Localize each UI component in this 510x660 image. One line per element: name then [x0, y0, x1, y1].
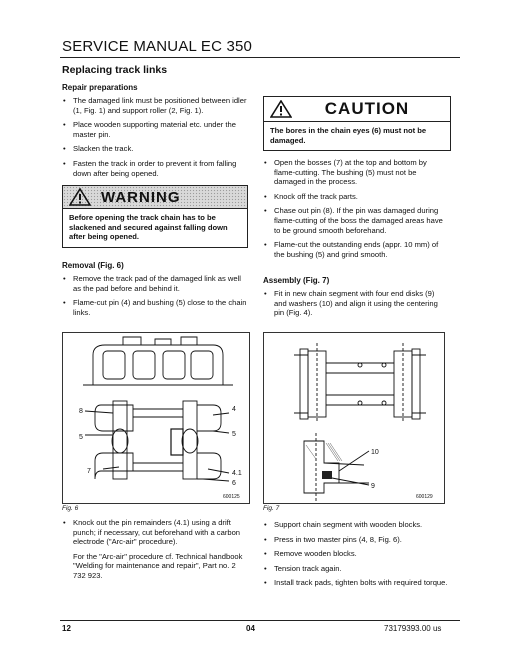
- caution-banner: [264, 97, 450, 122]
- figure-code: 600129: [416, 494, 433, 500]
- list-item: • Remove wooden blocks.: [263, 549, 449, 559]
- assembly-list: [263, 289, 449, 323]
- repair-preparations-heading: Repair preparations: [62, 83, 138, 92]
- track-link-drawing: [63, 333, 249, 503]
- list-item: • Chase out pin (8). If the pin was damaged during flame-cutting of the boss the damaged areas have to be ground smooth beforehand.: [263, 206, 449, 235]
- warning-banner: [63, 186, 247, 209]
- callout-4-1: 4.1: [232, 470, 242, 477]
- callout-6: 6: [232, 480, 236, 487]
- list-item: • Slacken the track.: [62, 144, 248, 154]
- figure-7-caption: Fig. 7: [263, 505, 280, 512]
- list-item: • Flame-cut pin (4) and bushing (5) close to the chain links.: [62, 298, 248, 317]
- list-item: • Open the bosses (7) at the top and bottom by flame-cutting. The bushing (5) must not be damaged in the process.: [263, 158, 449, 187]
- chain-segment-drawing: [264, 333, 444, 503]
- list-item: • Flame-cut the outstanding ends (appr. 10 mm) of the bushing (5) and grind smooth.: [263, 240, 449, 259]
- callout-10: 10: [371, 449, 379, 456]
- page-number: 12: [62, 624, 71, 633]
- callout-4: 4: [232, 406, 236, 413]
- document-number: 73179393.00 us: [384, 624, 442, 633]
- list-item: • Remove the track pad of the damaged link as well as the pad before and behind it.: [62, 274, 248, 293]
- warning-box: [62, 185, 248, 248]
- list-item: • Place wooden supporting material etc. under the master pin.: [62, 120, 248, 139]
- callout-5-left: 5: [79, 434, 83, 441]
- pin-removal-text: [62, 518, 248, 586]
- section-title: Replacing track links: [62, 64, 168, 76]
- figure-6: [62, 332, 250, 504]
- final-steps: [263, 520, 449, 593]
- caution-label: CAUTION: [324, 99, 410, 118]
- list-item: • Fit in new chain segment with four end disks (9) and washers (10) and align it using the centering pin (Fig. 4).: [263, 289, 449, 318]
- warning-triangle-icon: [69, 188, 91, 206]
- list-item: • Install track pads, tighten bolts with required torque.: [263, 578, 449, 588]
- warning-label: WARNING: [101, 188, 181, 206]
- list-item: • Fasten the track in order to prevent it from falling down after being opened.: [62, 159, 248, 178]
- chapter-number: 04: [246, 624, 255, 633]
- arc-air-note: For the "Arc-air" procedure cf. Technical handbook "Welding for maintenance and repair", Part no. 2 732 923.: [73, 551, 243, 580]
- list-item: • Knock off the track parts.: [263, 192, 449, 202]
- caution-text: The bores in the chain eyes (6) must not be damaged.: [270, 126, 427, 145]
- prep-list: [62, 96, 248, 183]
- list-item: • The damaged link must be positioned between idler (1, Fig. 1) and support roller (2, Fig. 1).: [62, 96, 248, 115]
- callout-5-right: 5: [232, 431, 236, 438]
- callout-7: 7: [87, 468, 91, 475]
- list-item: • Support chain segment with wooden blocks.: [263, 520, 449, 530]
- footer-rule: [60, 620, 460, 621]
- assembly-heading: Assembly (Fig. 7): [263, 276, 330, 285]
- header-rule: [60, 57, 460, 58]
- list-item: • Tension track again.: [263, 564, 449, 574]
- removal-heading: Removal (Fig. 6): [62, 261, 124, 270]
- caution-triangle-icon: [270, 100, 292, 118]
- list-item: • Press in two master pins (4, 8, Fig. 6).: [263, 535, 449, 545]
- figure-7: [263, 332, 445, 504]
- manual-title: SERVICE MANUAL EC 350: [62, 38, 253, 55]
- callout-8: 8: [79, 408, 83, 415]
- figure-6-caption: Fig. 6: [62, 505, 79, 512]
- caution-box: [263, 96, 451, 151]
- removal-list: [62, 274, 248, 322]
- figure-code: 600125: [223, 494, 240, 500]
- right-steps: [263, 158, 449, 264]
- list-item: • Knock out the pin remainders (4.1) using a drift punch; if necessary, cut beforehand with a carbon electrode ("Arc-air" procedure).: [62, 518, 248, 547]
- callout-9: 9: [371, 483, 375, 490]
- warning-text: Before opening the track chain has to be slackened and secured against falling down after being opened.: [69, 213, 228, 242]
